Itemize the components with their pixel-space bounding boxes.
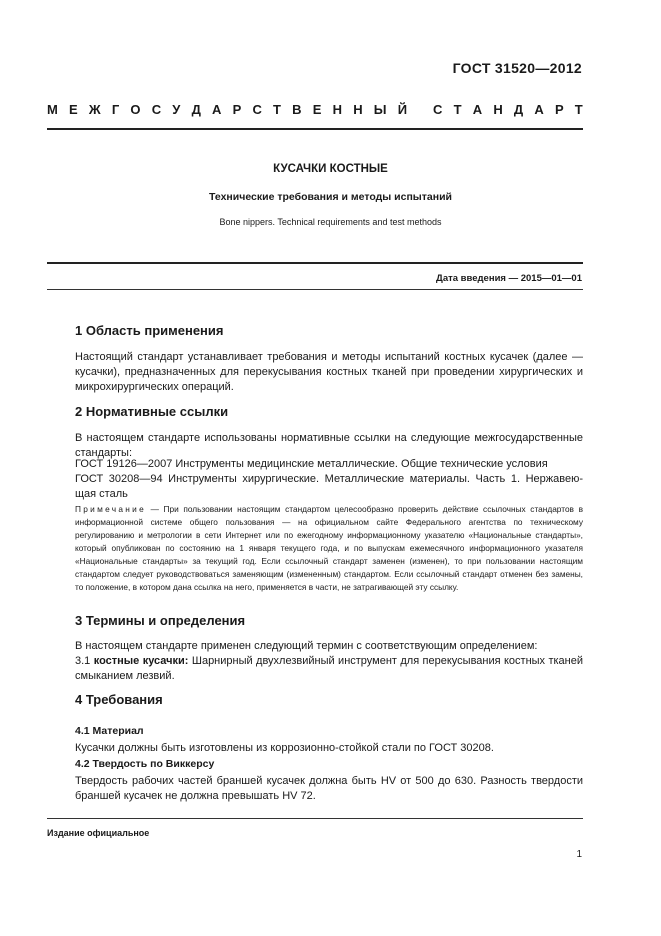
- edition-label: Издание официальное: [47, 828, 150, 838]
- section-2-note: [75, 503, 583, 594]
- section-4-heading: 4 Требования: [75, 692, 163, 707]
- intro-date: Дата введения — 2015—01—01: [436, 273, 582, 284]
- page-number: 1: [576, 849, 582, 860]
- banner-letter: С: [252, 102, 262, 117]
- banner-letter: [418, 102, 422, 117]
- banner-letter: Ы: [373, 102, 387, 117]
- section-2-text: В настоящем стандарте использованы нормативные ссылки на следующие межгосударственные стандарты:: [75, 432, 583, 459]
- section-1-text: Настоящий стандарт устанавливает требования и методы испытаний костных кусачек (далее — кусачки), предназначенных для перекусывания костных тканей при проведении хирургических и микрохирургических операций.: [75, 351, 583, 393]
- footer-rule: [47, 818, 583, 819]
- banner-letter: А: [534, 102, 544, 117]
- banner-letter: С: [433, 102, 443, 117]
- date-rule: [47, 289, 583, 290]
- header-rule: [47, 128, 583, 130]
- banner-letter: Р: [232, 102, 242, 117]
- banner-letter: Г: [111, 102, 120, 117]
- doc-code: ГОСТ 31520—2012: [452, 60, 582, 76]
- section-3-heading: 3 Термины и определения: [75, 613, 246, 628]
- banner-letter: В: [292, 102, 302, 117]
- banner-letter: Н: [332, 102, 342, 117]
- section-2-heading: 2 Нормативные ссылки: [75, 404, 229, 419]
- note-label: Примечание: [75, 504, 147, 514]
- section-3-text: В настоящем стандарте применен следующий термин с соответствующим определением:: [75, 640, 538, 652]
- banner-letter: Е: [312, 102, 322, 117]
- banner-letter: Н: [353, 102, 363, 117]
- banner-letter: Д: [191, 102, 201, 117]
- banner-letter: М: [47, 102, 58, 117]
- subsection-4-1-text: Кусачки должны быть изготовлены из коррозионно-стойкой стали по ГОСТ 30208.: [75, 742, 494, 754]
- subsection-4-1-heading: 4.1 Материал: [75, 725, 144, 737]
- term-definition: Шарнирный двухлезвийный инструмент для перекусывания костных тканей смыканием лезвий.: [75, 655, 584, 682]
- subsection-4-2-heading: 4.2 Твердость по Виккерсу: [75, 758, 215, 770]
- banner-letter: А: [472, 102, 483, 117]
- banner-letter: Н: [493, 102, 503, 117]
- section-1-heading: 1 Область применения: [75, 323, 224, 338]
- banner-letter: С: [151, 102, 162, 117]
- note-text: — При пользовании настоящим стандартом целесообразно проверить действие ссылочных стандартов в информационной системе общего пользования — на официальном сайте Федерального агентства по техническому регулированию и метрологии в сети Интернет или по ежегодному информационному указателю «Национальные стандарты», который опубликован по состоянию на 1 января текущего года, и по выпускам ежемесячного информационного указателя «Национальные стандарты» за текущий год. Если ссылочный стандарт заменен (изменен), то при пользовании настоящим стандартом следует руководствоваться заменяющим (измененным) стандартом. Если ссылочный стандарт отменен без замены, то положение, в котором дана ссылка на него, применяется в части, не затрагивающей эту ссылку.: [75, 504, 583, 592]
- banner-letter: Е: [69, 102, 78, 117]
- section-2-ref-2: ГОСТ 30208—94 Инструменты хирургические. Металлические материалы. Часть 1. Нержавею-щая сталь: [75, 473, 583, 500]
- banner-letter: У: [172, 102, 181, 117]
- banner-letter: Т: [453, 102, 462, 117]
- banner-letter: О: [130, 102, 141, 117]
- banner-letter: Р: [554, 102, 564, 117]
- banner-letter: Й: [397, 102, 408, 117]
- section-3-term: [75, 654, 583, 684]
- banner-letter: А: [212, 102, 222, 117]
- banner-letter: Т: [574, 102, 583, 117]
- section-2-ref-1: ГОСТ 19126—2007 Инструменты медицинские металлические. Общие технические условия: [75, 458, 548, 470]
- banner-letter: Д: [513, 102, 524, 117]
- standard-banner: [47, 102, 583, 117]
- banner-letter: Т: [273, 102, 281, 117]
- term-name: костные кусачки:: [93, 655, 189, 667]
- banner-letter: Ж: [88, 102, 101, 117]
- term-number: 3.1: [75, 655, 91, 667]
- title-rule: [47, 262, 583, 264]
- doc-english-title: Bone nippers. Technical requirements and test methods: [219, 217, 442, 227]
- doc-title: КУСАЧКИ КОСТНЫЕ: [273, 163, 388, 175]
- doc-subtitle: Технические требования и методы испытаний: [209, 191, 452, 203]
- subsection-4-2-text: Твердость рабочих частей браншей кусачек должна быть HV от 500 до 630. Разность твердости браншей кусачек не должна превышать HV 72.: [75, 775, 583, 802]
